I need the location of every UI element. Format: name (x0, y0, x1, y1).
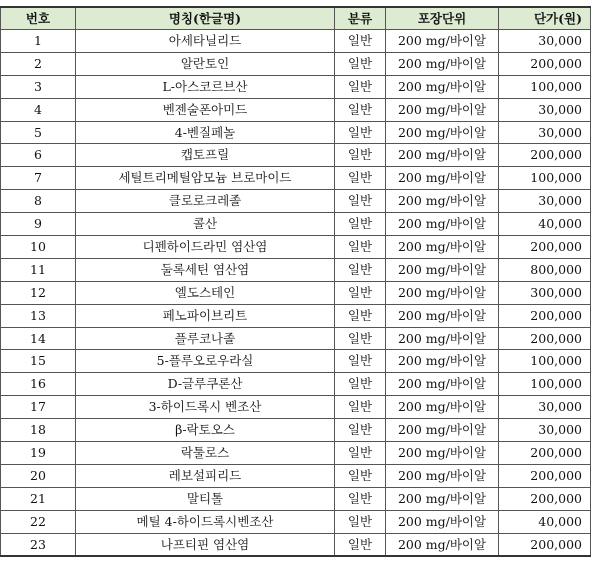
cell-price: 40,000 (499, 510, 591, 533)
price-list-table (0, 6, 591, 557)
cell-category: 일반 (335, 258, 386, 281)
table-row (1, 350, 591, 373)
cell-category: 일반 (335, 442, 386, 465)
cell-package: 200 mg/바이알 (386, 30, 499, 53)
cell-number: 17 (1, 396, 76, 419)
cell-price: 40,000 (499, 213, 591, 236)
cell-price: 30,000 (499, 396, 591, 419)
cell-number: 18 (1, 419, 76, 442)
table-row (1, 442, 591, 465)
cell-name: 나프티핀 염산염 (76, 533, 335, 556)
table-header (1, 7, 591, 30)
cell-number: 5 (1, 121, 76, 144)
cell-price: 300,000 (499, 281, 591, 304)
cell-price: 800,000 (499, 258, 591, 281)
cell-package: 200 mg/바이알 (386, 373, 499, 396)
cell-number: 2 (1, 52, 76, 75)
header-price: 단가(원) (499, 7, 591, 30)
cell-price: 100,000 (499, 350, 591, 373)
cell-number: 6 (1, 144, 76, 167)
cell-price: 200,000 (499, 304, 591, 327)
table-row (1, 304, 591, 327)
cell-name: 5-플루오로우라실 (76, 350, 335, 373)
cell-price: 200,000 (499, 52, 591, 75)
cell-category: 일반 (335, 30, 386, 53)
cell-number: 10 (1, 236, 76, 259)
cell-category: 일반 (335, 464, 386, 487)
table-row (1, 487, 591, 510)
cell-name: 3-하이드록시 벤조산 (76, 396, 335, 419)
cell-package: 200 mg/바이알 (386, 510, 499, 533)
table-row (1, 30, 591, 53)
price-list-table-container (0, 6, 590, 557)
cell-package: 200 mg/바이알 (386, 350, 499, 373)
cell-name: 클로로크레졸 (76, 190, 335, 213)
cell-price: 200,000 (499, 144, 591, 167)
cell-name: 디펜하이드라민 염산염 (76, 236, 335, 259)
cell-category: 일반 (335, 281, 386, 304)
cell-package: 200 mg/바이알 (386, 442, 499, 465)
cell-price: 200,000 (499, 487, 591, 510)
table-row (1, 121, 591, 144)
cell-name: 레보설피리드 (76, 464, 335, 487)
cell-name: 둘록세틴 염산염 (76, 258, 335, 281)
cell-category: 일반 (335, 304, 386, 327)
cell-category: 일반 (335, 373, 386, 396)
cell-category: 일반 (335, 190, 386, 213)
header-name: 명칭(한글명) (76, 7, 335, 30)
table-row (1, 167, 591, 190)
table-row (1, 52, 591, 75)
cell-number: 11 (1, 258, 76, 281)
cell-name: 메틸 4-하이드록시벤조산 (76, 510, 335, 533)
table-row (1, 236, 591, 259)
cell-name: 캡토프릴 (76, 144, 335, 167)
table-row (1, 464, 591, 487)
table-body (1, 30, 591, 557)
header-number: 번호 (1, 7, 76, 30)
cell-category: 일반 (335, 75, 386, 98)
cell-name: 세틸트리메틸암모늄 브로마이드 (76, 167, 335, 190)
cell-name: 페노파이브리트 (76, 304, 335, 327)
cell-package: 200 mg/바이알 (386, 98, 499, 121)
cell-package: 200 mg/바이알 (386, 190, 499, 213)
cell-number: 7 (1, 167, 76, 190)
table-row (1, 75, 591, 98)
cell-package: 200 mg/바이알 (386, 121, 499, 144)
cell-name: D-글루쿠론산 (76, 373, 335, 396)
header-category: 분류 (335, 7, 386, 30)
table-row (1, 258, 591, 281)
table-row (1, 190, 591, 213)
table-row (1, 373, 591, 396)
cell-number: 16 (1, 373, 76, 396)
cell-package: 200 mg/바이알 (386, 258, 499, 281)
cell-category: 일반 (335, 121, 386, 144)
cell-number: 19 (1, 442, 76, 465)
table-row (1, 281, 591, 304)
cell-price: 30,000 (499, 98, 591, 121)
cell-number: 15 (1, 350, 76, 373)
cell-package: 200 mg/바이알 (386, 167, 499, 190)
cell-category: 일반 (335, 350, 386, 373)
cell-name: 플루코나졸 (76, 327, 335, 350)
cell-number: 22 (1, 510, 76, 533)
cell-name: 4-벤질페놀 (76, 121, 335, 144)
cell-price: 30,000 (499, 419, 591, 442)
table-row (1, 213, 591, 236)
cell-number: 23 (1, 533, 76, 556)
cell-number: 9 (1, 213, 76, 236)
cell-name: 엘도스테인 (76, 281, 335, 304)
cell-price: 200,000 (499, 442, 591, 465)
cell-package: 200 mg/바이알 (386, 327, 499, 350)
cell-package: 200 mg/바이알 (386, 304, 499, 327)
cell-package: 200 mg/바이알 (386, 144, 499, 167)
cell-package: 200 mg/바이알 (386, 236, 499, 259)
cell-package: 200 mg/바이알 (386, 52, 499, 75)
cell-name: β-락토오스 (76, 419, 335, 442)
cell-category: 일반 (335, 213, 386, 236)
cell-number: 13 (1, 304, 76, 327)
table-row (1, 327, 591, 350)
cell-price: 30,000 (499, 30, 591, 53)
cell-category: 일반 (335, 510, 386, 533)
table-row (1, 533, 591, 556)
cell-number: 14 (1, 327, 76, 350)
cell-package: 200 mg/바이알 (386, 533, 499, 556)
cell-package: 200 mg/바이알 (386, 464, 499, 487)
cell-category: 일반 (335, 419, 386, 442)
cell-number: 3 (1, 75, 76, 98)
cell-price: 100,000 (499, 75, 591, 98)
cell-package: 200 mg/바이알 (386, 396, 499, 419)
cell-number: 8 (1, 190, 76, 213)
cell-number: 20 (1, 464, 76, 487)
table-row (1, 396, 591, 419)
cell-number: 21 (1, 487, 76, 510)
header-package: 포장단위 (386, 7, 499, 30)
cell-number: 12 (1, 281, 76, 304)
cell-name: 말티톨 (76, 487, 335, 510)
cell-package: 200 mg/바이알 (386, 281, 499, 304)
cell-price: 200,000 (499, 236, 591, 259)
cell-number: 1 (1, 30, 76, 53)
cell-category: 일반 (335, 98, 386, 121)
header-row (1, 7, 591, 30)
cell-number: 4 (1, 98, 76, 121)
table-row (1, 144, 591, 167)
cell-category: 일반 (335, 236, 386, 259)
cell-name: 콜산 (76, 213, 335, 236)
cell-name: 아세타닐리드 (76, 30, 335, 53)
cell-category: 일반 (335, 396, 386, 419)
cell-price: 100,000 (499, 167, 591, 190)
table-row (1, 98, 591, 121)
cell-price: 30,000 (499, 121, 591, 144)
cell-category: 일반 (335, 533, 386, 556)
cell-price: 200,000 (499, 327, 591, 350)
cell-name: 알란토인 (76, 52, 335, 75)
cell-price: 200,000 (499, 533, 591, 556)
table-row (1, 419, 591, 442)
cell-package: 200 mg/바이알 (386, 213, 499, 236)
cell-category: 일반 (335, 327, 386, 350)
cell-package: 200 mg/바이알 (386, 487, 499, 510)
cell-name: 락툴로스 (76, 442, 335, 465)
cell-category: 일반 (335, 487, 386, 510)
cell-category: 일반 (335, 167, 386, 190)
table-row (1, 510, 591, 533)
cell-name: L-아스코르브산 (76, 75, 335, 98)
cell-price: 100,000 (499, 373, 591, 396)
cell-category: 일반 (335, 144, 386, 167)
cell-name: 벤젠술폰아미드 (76, 98, 335, 121)
cell-price: 30,000 (499, 190, 591, 213)
cell-price: 200,000 (499, 464, 591, 487)
cell-package: 200 mg/바이알 (386, 75, 499, 98)
cell-category: 일반 (335, 52, 386, 75)
cell-package: 200 mg/바이알 (386, 419, 499, 442)
